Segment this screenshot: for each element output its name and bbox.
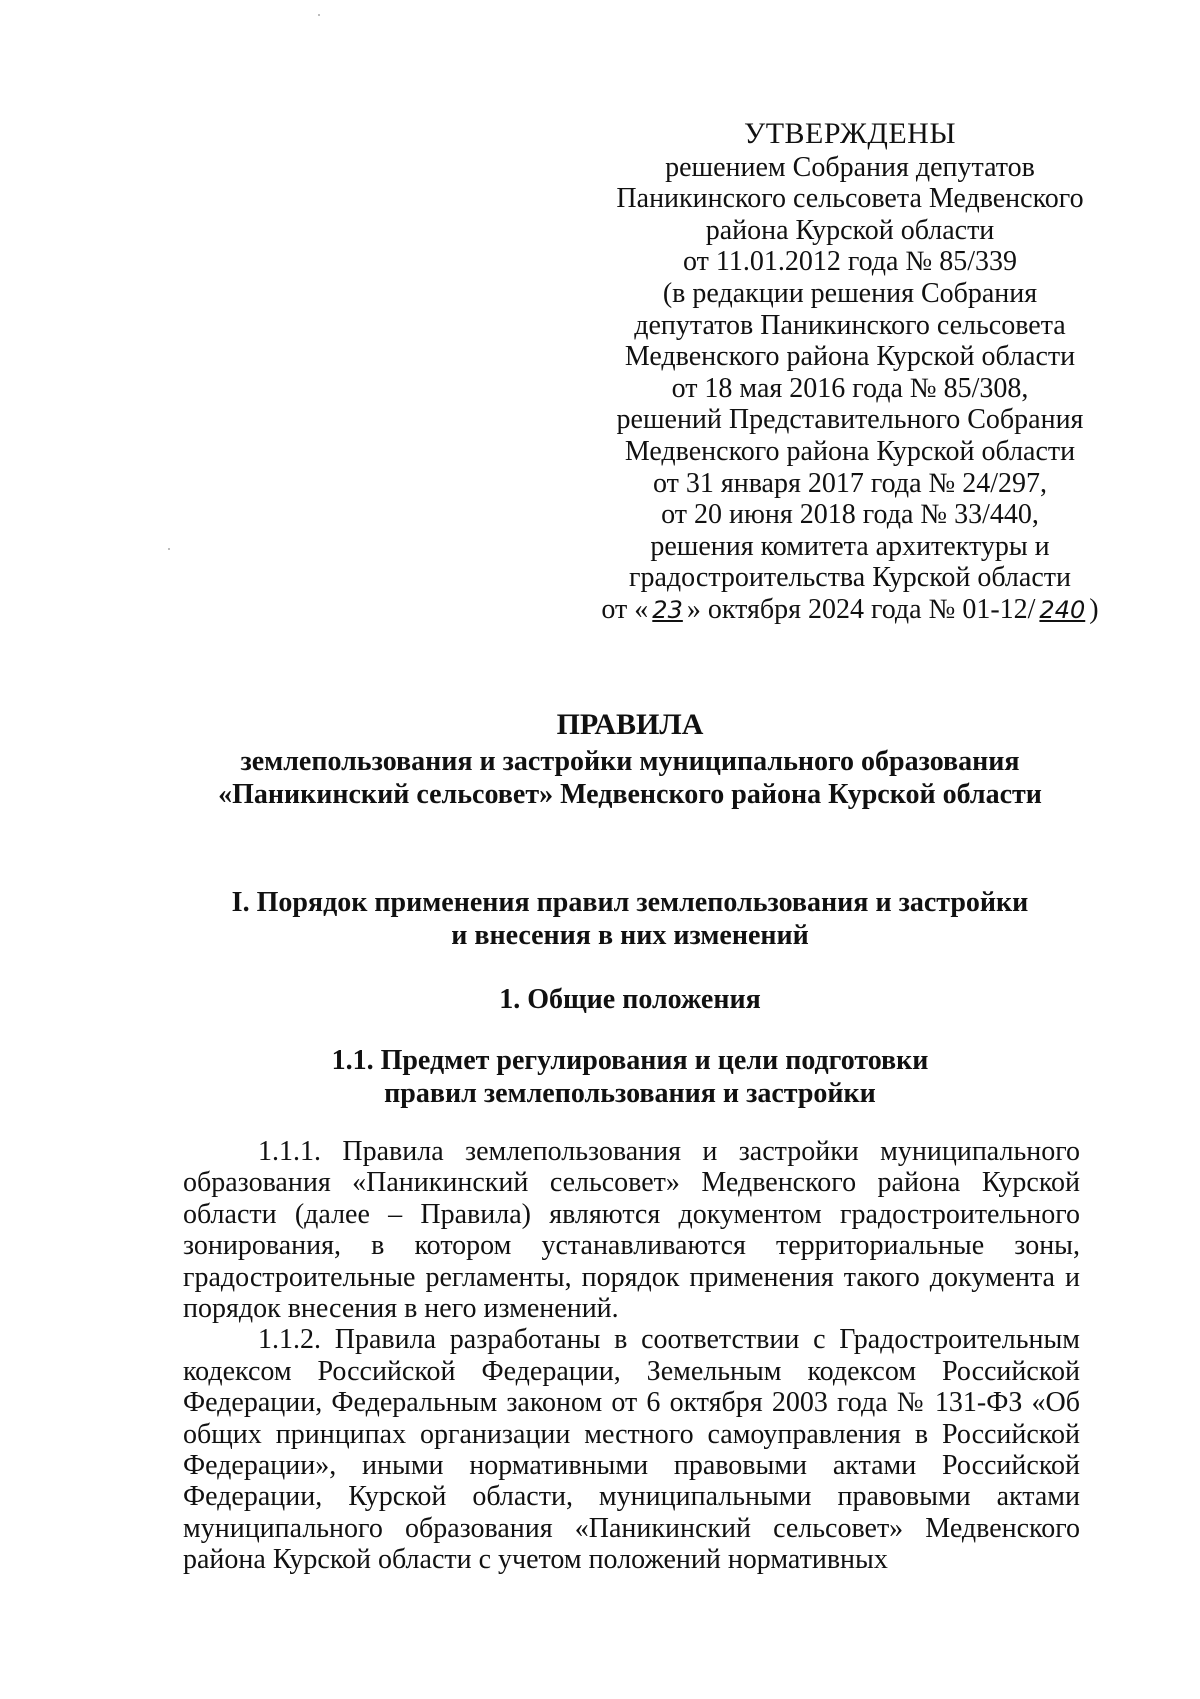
scan-artifact [168,548,170,550]
approval-text: от « [601,593,649,625]
approval-line: от 20 июня 2018 года № 33/440, [661,499,1039,531]
approval-title: УТВЕРЖДЕНЫ [743,117,957,150]
document-title-line: «Паникинский сельсовет» Медвенского района Курской области [218,779,1042,810]
handwritten-day: 23 [652,595,683,624]
section-heading-line: и внесения в них изменений [451,920,809,951]
scan-artifact [318,14,320,16]
document-title [180,708,1080,811]
subsection-heading-line: правил землепользования и застройки [384,1078,876,1109]
approval-line: от 31 января 2017 года № 24/297, [652,467,1048,499]
approval-line: решением Собрания депутатов [665,151,1035,183]
approval-line: решений Представительного Собрания [616,404,1084,436]
approval-block [590,118,1110,627]
chapter-title: 1. Общие положения [499,984,761,1015]
paragraph: 1.1.1. Правила землепользования и застройки муниципального образования «Паникинский сельсовет» Медвенского района Курской области (далее – Правила) являются документом градостроительного зонирования, в котором устанавливаются территориальные зоны, градостроительные регламенты, порядок применения такого документа и порядок внесения в него изменений. [183,1136,1080,1325]
approval-line: района Курской области [705,214,995,246]
approval-line: Паникинского сельсовета Медвенского [616,183,1084,215]
body-text [183,1136,1080,1576]
approval-line-handwritten [590,594,1110,627]
approval-line: депутатов Паникинского сельсовета [634,309,1066,341]
approval-line: решения комитета архитектуры и [650,530,1050,562]
paragraph: 1.1.2. Правила разработаны в соответствии с Градостроительным кодексом Российской Федерации, Земельным кодексом Российской Федерации, Федеральным законом от 6 октября 2003 года № 131-ФЗ «Об общих принципах организации местного самоуправления в Российской Федерации», иными нормативными правовыми актами Российской Федерации, Курской области, муниципальными правовыми актами муниципального образования «Паникинский сельсовет» Медвенского района Курской области с учетом положений нормативных [183,1324,1080,1576]
document-title-line: землепользования и застройки муниципального образования [240,746,1020,777]
subsection-heading [180,1044,1080,1110]
approval-text: ) [1089,593,1099,625]
chapter-heading [180,983,1080,1016]
approval-line: от 18 мая 2016 года № 85/308, [671,372,1029,404]
approval-line: от 11.01.2012 года № 85/339 [683,246,1017,278]
handwritten-number: 240 [1039,595,1086,624]
subsection-heading-line: 1.1. Предмет регулирования и цели подготовки [331,1045,929,1076]
section-heading [180,886,1080,952]
section-heading-line: I. Порядок применения правил землепользования и застройки [231,887,1029,918]
document-title-main: ПРАВИЛА [556,708,704,741]
approval-line: Медвенского района Курской области [624,435,1076,467]
approval-line: градостроительства Курской области [629,562,1071,594]
approval-line: Медвенского района Курской области [624,341,1076,373]
approval-text: » октября 2024 года № 01-12/ [686,593,1036,625]
approval-line: (в редакции решения Собрания [662,277,1038,309]
